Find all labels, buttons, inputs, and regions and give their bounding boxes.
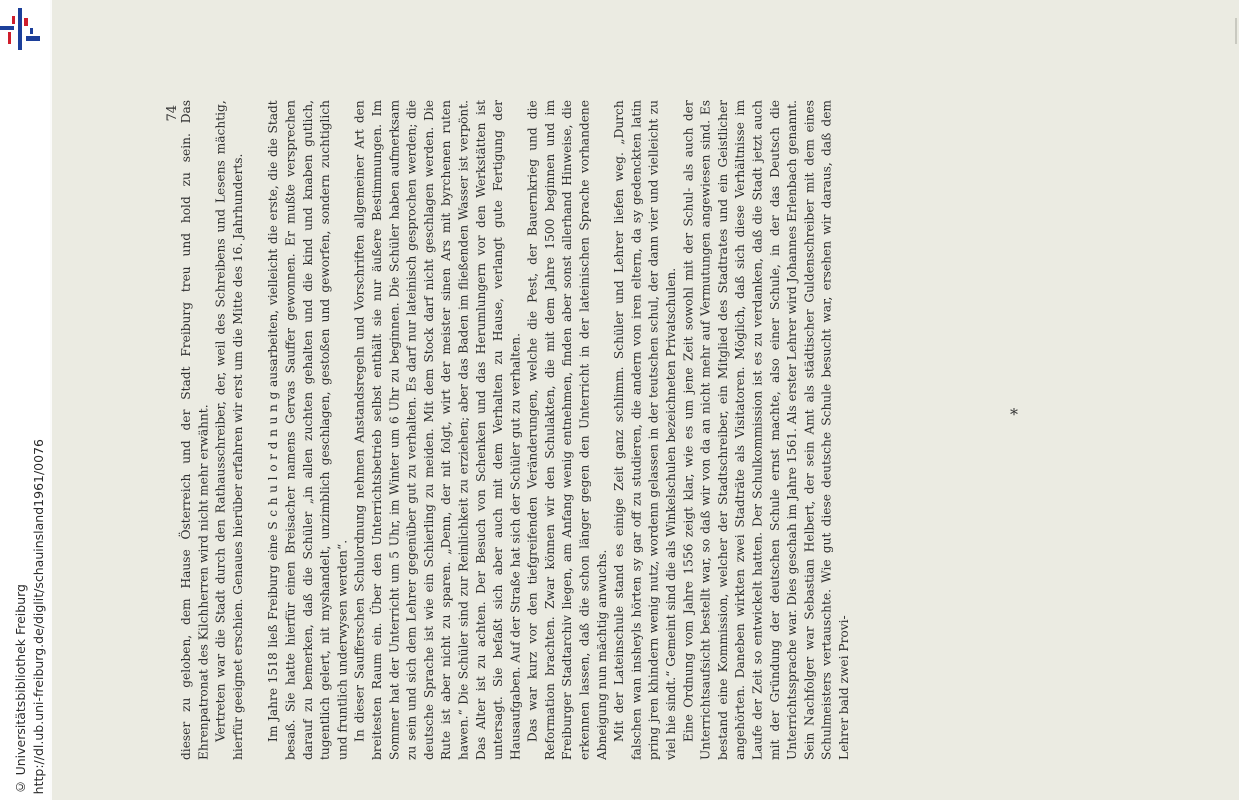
source-url-link[interactable]: http://dl.ub.uni-freiburg.de/diglit/schauinsland1961/0076 xyxy=(31,438,46,794)
paragraph: In dieser Saufferschen Schulordnung nehmen Anstandsregeln und Vorschriften allgemeiner Art den breitesten Raum ein. Über den Unterrichtsbetrieb selbst enthält sie nur äußere Bestimmungen. Im Sommer hat der Unterricht um 5 Uhr, im Winter um 6 Uhr zu beginnen. Die Schüler haben aufmerksam zu sein und sich dem Lehrer gegenüber gut zu verhalten. Es darf nur lateinisch gesprochen werden; die deutsche Sprache ist wie ein Schierling zu meiden. Mit dem Stock darf nicht geschlagen werden. Die Rute ist aber nicht zu sparen. „Denn, der nit folgt, wirt der meister sinen Ars mit byrchenen ruten hawen.“ Die Schüler sind zur Reinlichkeit zu erziehen; aber das Baden im fließenden Wasser ist verpönt. Das Alter ist zu achten. Der Besuch von Schenken und das Herumlungern vor den Werkstätten ist untersagt. Sie befaßt sich aber auch mit dem Verhalten zu Hause, verlangt gute Fertigung der Hausaufgaben. Auf der Straße hat sich der Schüler gut zu verhalten. xyxy=(352,100,523,760)
paragraph: Mit der Lateinschule stand es einige Zeit ganz schlimm. Schüler und Lehrer liefen weg. „Durch falschen wan insheyls hörten sy gar off zu studieren, die andern von iren eltern, da sy gedenckten latin pring jren khindern wenig nutz, wordenn gelassen in der teutschen schul, der dann vier und vielleicht zu viel hie sindt.“ Gemeint sind die als Winkelschulen bezeichneten Privatschulen. xyxy=(612,100,679,760)
paragraph: Eine Ordnung vom Jahre 1556 zeigt klar, wie es um jene Zeit sowohl mit der Schul- als auch der Unterrichtsaufsicht bestellt war, so daß wir von da an nicht mehr auf Vermutungen angewiesen sind. Es bestand eine Kommission, welcher der Stadtschreiber, ein Mitglied des Stadtrates und ein Geistlicher angehörten. Daneben wirkten zwei Stadträte als Visitatoren. Möglich, daß sich diese Verhältnisse im Laufe der Zeit so entwickelt hatten. Der Schulkommission ist es zu verdanken, daß die Stadt jetzt auch mit der Gründung der deutschen Schule ernst machte, also einer Schule, in der das Deutsch die Unterrichtssprache war. Dies geschah im Jahre 1561. Als erster Lehrer wird Johannes Erlenbach genannt. Sein Nachfolger war Sebastian Helbert, der sein Amt als städtischer Guldenschreiber mit dem eines Schulmeisters vertauschte. Wie gut diese deutsche Schule besucht war, ersehen wir daraus, daß dem Lehrer bald zwei Provi- xyxy=(681,100,851,760)
paragraph: Das war kurz vor den tiefgreifenden Veränderungen, welche die Pest, der Bauernkrieg und die Reformation brachten. Zwar können wir den Schulakten, die mit dem Jahre 1500 beginnen und im Freiburger Stadtarchiv liegen, am Anfang wenig entnehmen, finden aber sonst allerhand Hinweise, die erkennen lassen, daß die schon länger gegen den Unterricht in der lateinischen Sprache vorhandene Abneigung nun mächtig anwuchs. xyxy=(525,100,609,760)
paragraph: Im Jahre 1518 ließ Freiburg eine S c h u l o r d n u n g ausarbeiten, vielleicht die erste, die die Stadt besaß. Sie hatte hierfür einen Breisacher namens Gervas Sauffer gewonnen. Er mußte versprechen darauf zu bemerken, daß die Schüler „in allen zuchten gehalten und die kind und knaben gutlich, tugentlich gelert, nit myshandelt, unzimblich geschlagen, gestoßen und geworfen, sondern zuchtiglich und fruntlich underwysen werden“. xyxy=(266,100,350,760)
scanned-page xyxy=(52,0,1239,800)
paragraph: dieser zu geloben, dem Hause Österreich und der Stadt Freiburg treu und hold zu sein. Das Ehrenpatronat des Kilchherren wird nicht mehr erwähnt. xyxy=(179,100,211,760)
page-number: 74 xyxy=(165,105,180,122)
paragraph: Vertreten war die Stadt durch den Rathausschreiber, der, weil des Schreibens und Lesens mächtig, hierfür geeignet erschien. Genaues hierüber erfahren wir erst um die Mitte des 16. Jahrhunderts. xyxy=(213,100,245,760)
sidebar xyxy=(0,0,50,800)
copyright-text: © Universitätsbibliothek Freiburg xyxy=(13,583,28,794)
page-edge-mark xyxy=(1235,18,1237,44)
section-asterisk: * xyxy=(1010,405,1018,424)
body-text xyxy=(178,100,1188,760)
sidebar-text xyxy=(2,0,48,800)
